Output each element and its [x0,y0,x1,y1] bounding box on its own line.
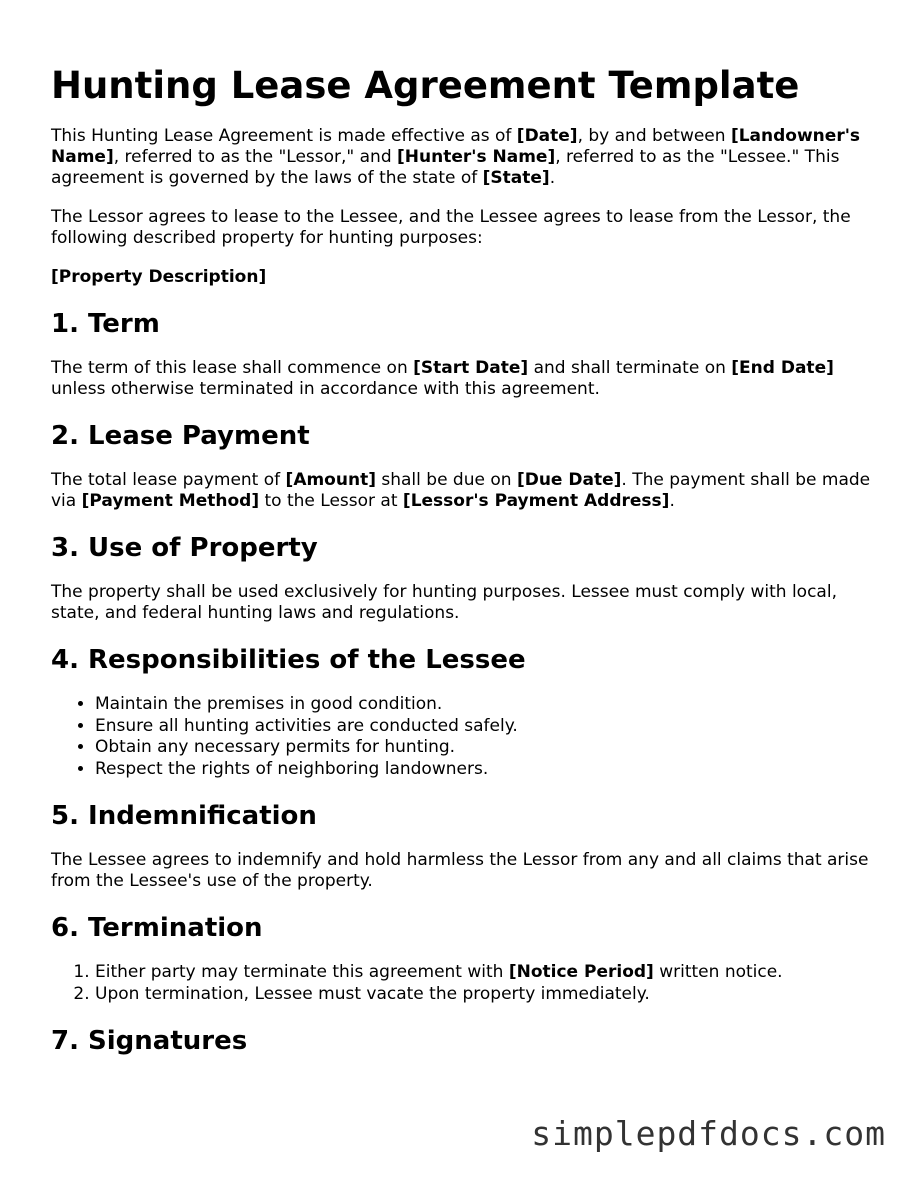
intro-text: , referred to as the "Lessee." This agreement is governed by the laws of the state of [51,147,840,188]
intro-paragraph [51,126,871,189]
payment-text: shall be due on [375,470,517,490]
document-page [51,60,871,1075]
termination-text: Either party may terminate this agreement with [95,962,509,982]
section-heading-signatures: 7. Signatures [51,1026,248,1056]
state-placeholder: [State] [482,168,550,188]
list-item [95,962,871,984]
amount-placeholder: [Amount] [285,470,376,490]
section-heading-responsibilities: 4. Responsibilities of the Lessee [51,645,526,675]
section-heading-indemnification: 5. Indemnification [51,801,317,831]
landowner-placeholder: [Landowner's Name] [51,126,861,167]
list-item: • Respect the rights of neighboring landowners. [95,759,871,781]
section-heading-payment: 2. Lease Payment [51,421,310,451]
property-description-text: [Property Description] [51,267,267,287]
list-item: 2. Upon termination, Lessee must vacate the property immediately. [95,984,871,1006]
term-paragraph [51,358,871,400]
payment-text: . The payment shall be made via [51,470,871,511]
hunter-placeholder: [Hunter's Name] [397,147,556,167]
intro-text: , by and between [577,126,731,146]
section-heading-use: 3. Use of Property [51,533,318,563]
payment-text: The total lease payment of [51,470,286,490]
payment-text: . [669,491,675,511]
indemnification-paragraph: The Lessee agrees to indemnify and hold harmless the Lessor from any and all claims that arise from the Lessee's use of the property. [51,850,869,891]
responsibilities-list [51,694,871,780]
property-description-placeholder [51,267,871,288]
payment-paragraph [51,470,871,512]
list-item: • Maintain the premises in good condition. [95,694,871,716]
lease-paragraph: The Lessor agrees to lease to the Lessee, and the Lessee agrees to lease from the Lessor, the following described property for hunting purposes: [51,207,851,248]
termination-list [51,962,871,1005]
intro-text: . [549,168,556,188]
page-title: Hunting Lease Agreement Template [51,64,800,107]
list-item: • Obtain any necessary permits for hunting. [95,737,871,759]
term-text: and shall terminate on [528,358,732,378]
end-date-placeholder: [End Date] [731,358,834,378]
payment-text: to the Lessor at [259,491,403,511]
watermark: simplepdfdocs.com [531,1114,886,1153]
section-heading-termination: 6. Termination [51,913,263,943]
section-heading-term: 1. Term [51,309,160,339]
intro-text: , referred to as the "Lessor," and [113,147,398,167]
payment-method-placeholder: [Payment Method] [81,491,260,511]
notice-period-placeholder: [Notice Period] [508,962,654,982]
term-text: unless otherwise terminated in accordance with this agreement. [51,379,600,399]
list-item: • Ensure all hunting activities are conducted safely. [95,716,871,738]
term-text: The term of this lease shall commence on [51,358,414,378]
date-placeholder: [Date] [516,126,578,146]
intro-text: This Hunting Lease Agreement is made effective as of [51,126,517,146]
termination-text: written notice. [653,962,783,982]
payment-address-placeholder: [Lessor's Payment Address] [402,491,670,511]
start-date-placeholder: [Start Date] [413,358,529,378]
due-date-placeholder: [Due Date] [516,470,622,490]
use-paragraph: The property shall be used exclusively for hunting purposes. Lessee must comply with local, state, and federal hunting laws and regulations. [51,582,837,623]
